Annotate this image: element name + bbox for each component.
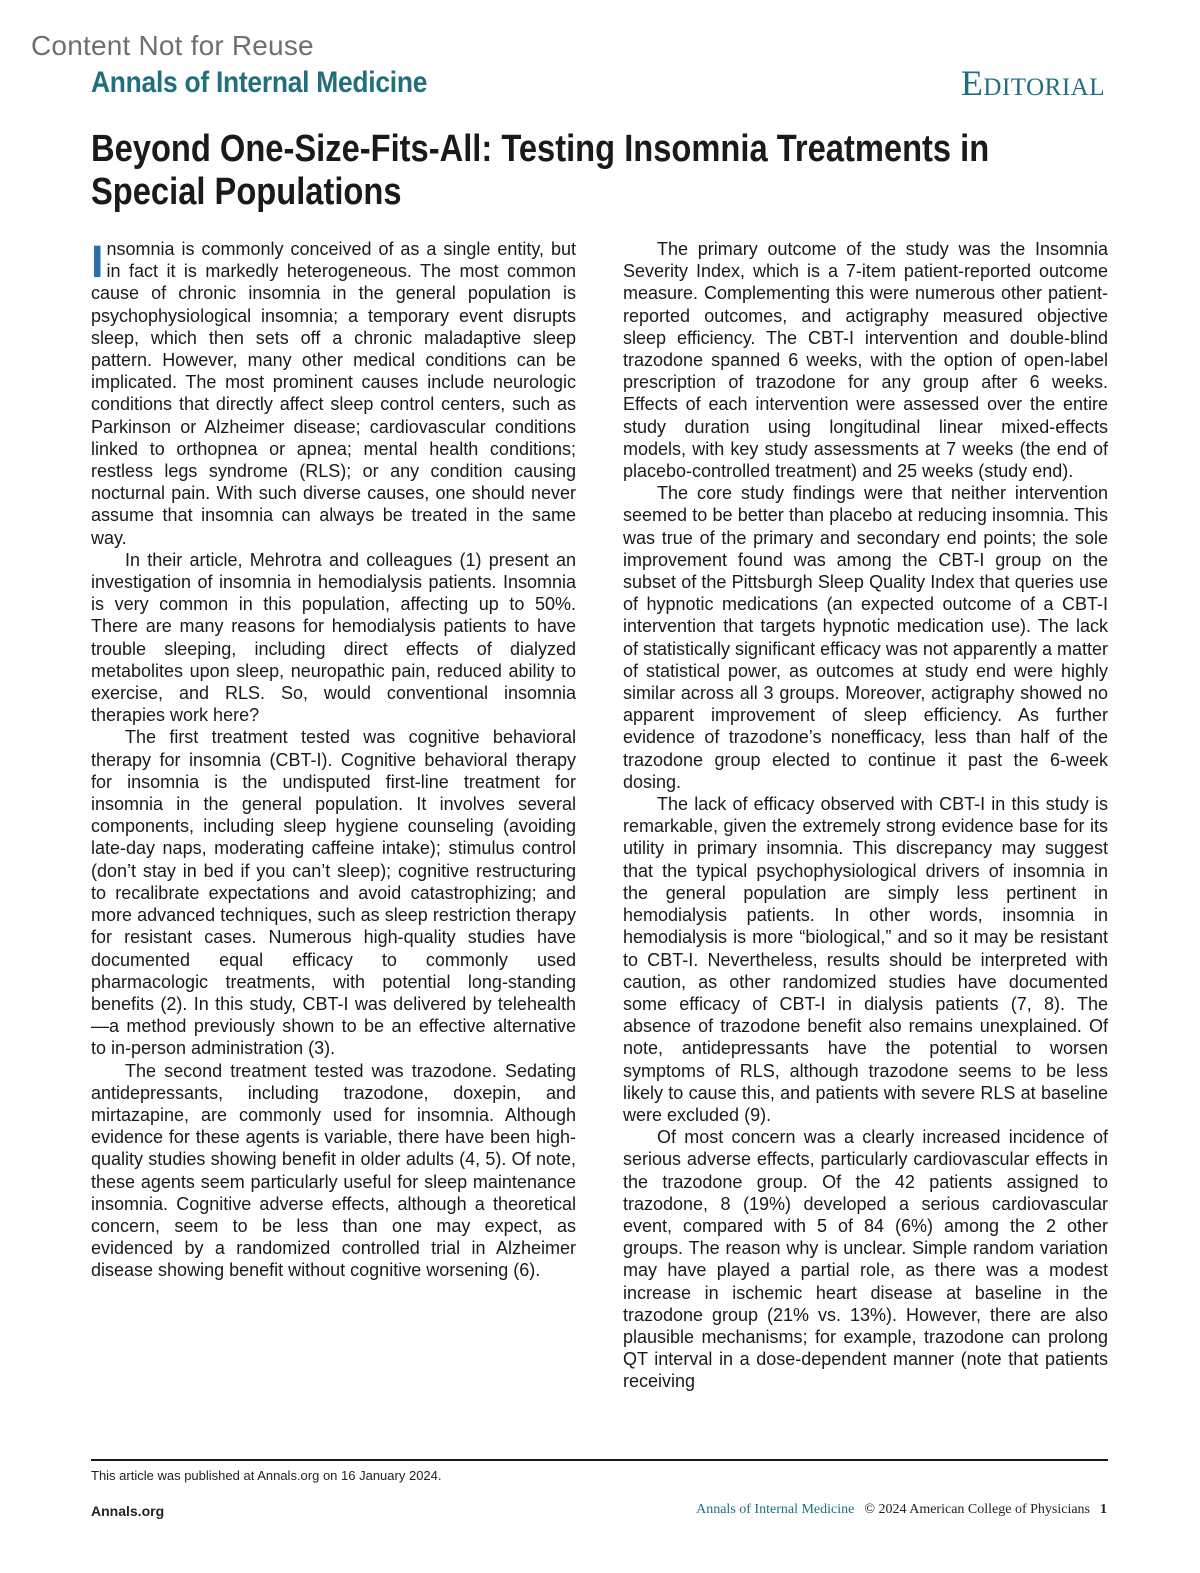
right-column <box>623 238 1108 1393</box>
footer-journal: Annals of Internal Medicine <box>696 1502 855 1517</box>
publication-note: This article was published at Annals.org on 16 January 2024. <box>91 1468 442 1483</box>
footer-citation <box>696 1502 1107 1518</box>
footer-divider <box>91 1459 1108 1461</box>
page-number: 1 <box>1100 1502 1107 1517</box>
left-column <box>91 238 576 1393</box>
paragraph: The core study findings were that neither intervention seemed to be better than placebo at reducing insomnia. This was true of the primary and secondary end points; the sole improvement found was among the CBT-I group on the subset of the Pittsburgh Sleep Quality Index that queries use of hypnotic medications (an expected outcome of a CBT-I intervention that targets hypnotic medication use). The lack of statistically significant efficacy was not apparently a matter of statistical power, as outcomes at study end were highly similar across all 3 groups. Moreover, actigraphy showed no apparent improvement of sleep efficiency. As further evidence of trazodone’s nonefficacy, less than half of the trazodone group elected to continue it past the 6-week dosing. <box>623 483 1108 792</box>
journal-name: Annals of Internal Medicine <box>91 66 428 99</box>
paragraph: The primary outcome of the study was the Insomnia Severity Index, which is a 7-item patient-reported outcome measure. Complementing this were numerous other patient-reported outcomes, and actigraphy measured objective sleep efficiency. The CBT-I intervention and double-blind trazodone spanned 6 weeks, with the option of open-label prescription of trazodone for any group after 6 weeks. Effects of each intervention were assessed over the entire study duration using longitudinal linear mixed-effects models, with key study assessments at 7 weeks (the end of placebo-controlled treatment) and 25 weeks (study end). <box>623 239 1108 482</box>
watermark-text: Content Not for Reuse <box>31 30 314 61</box>
article-title: Beyond One-Size-Fits-All: Testing Insomnia Treatments in Special Populations <box>91 128 990 213</box>
paragraph: The lack of efficacy observed with CBT-I in this study is remarkable, given the extremely strong evidence base for its utility in primary insomnia. This discrepancy may suggest that the typical psychophysiological drivers of insomnia in the general population are simply less pertinent in hemodialysis patients. In other words, insomnia in hemodialysis is more “biological,” and so it may be resistant to CBT-I. Nevertheless, results should be interpreted with caution, as other randomized studies have documented some efficacy of CBT-I in dialysis patients (7, 8). The absence of trazodone benefit also remains unexplained. Of note, antidepressants have the potential to worsen symptoms of RLS, although trazodone seems to be less likely to cause this, and patients with severe RLS at baseline were excluded (9). <box>623 794 1108 1125</box>
paragraph: The first treatment tested was cognitive behavioral therapy for insomnia (CBT-I). Cognitive behavioral therapy for insomnia is the undisputed first-line treatment for insomnia in the general population. It involves several components, including sleep hygiene counseling (avoiding late-day naps, moderating caffeine intake); stimulus control (don’t stay in bed if you can’t sleep); cognitive restructuring to recalibrate expectations and avoid catastrophizing; and more advanced techniques, such as sleep restriction therapy for resistant cases. Numerous high-quality studies have documented equal efficacy to commonly used pharmacologic treatments, with potential long-standing benefits (2). In this study, CBT-I was delivered by telehealth—a method previously shown to be an effective alternative to in-person administration (3). <box>91 727 576 1059</box>
drop-cap: I <box>91 236 104 287</box>
paragraph: In their article, Mehrotra and colleagues (1) present an investigation of insomnia in hemodialysis patients. Insomnia is very common in this population, affecting up to 50%. There are many reasons for hemodialysis patients to have trouble sleeping, including direct effects of dialyzed metabolites upon sleep, neuropathic pain, reduced ability to exercise, and RLS. So, would conventional insomnia therapies work here? <box>91 549 576 726</box>
section-label: Editorial <box>960 63 1105 103</box>
paragraph <box>91 238 576 549</box>
site-link[interactable]: Annals.org <box>91 1503 165 1519</box>
article-body <box>91 238 1108 1393</box>
copyright: © 2024 American College of Physicians <box>864 1502 1090 1517</box>
paragraph-text: nsomnia is commonly conceived of as a single entity, but in fact it is markedly heterogeneous. The most common cause of chronic insomnia in the general population is psychophysiological insomnia; a temporary event disrupts sleep, which then sets off a chronic maladaptive sleep pattern. However, many other medical conditions can be implicated. The most prominent causes include neurologic conditions that directly affect sleep control centers, such as Parkinson or Alzheimer disease; cardiovascular conditions linked to orthopnea or apnea; mental health conditions; restless legs syndrome (RLS); or any condition causing nocturnal pain. With such diverse causes, one should never assume that insomnia can always be treated in the same way. <box>91 239 576 548</box>
paragraph: Of most concern was a clearly increased incidence of serious adverse effects, particularly cardiovascular effects in the trazodone group. Of the 42 patients assigned to trazodone, 8 (19%) developed a serious cardiovascular event, compared with 5 of 84 (6%) among the 2 other groups. The reason why is unclear. Simple random variation may have played a partial role, as there was a modest increase in ischemic heart disease at baseline in the trazodone group (21% vs. 13%). However, there are also plausible mechanisms; for example, trazodone can prolong QT interval in a dose-dependent manner (note that patients receiving <box>623 1127 1108 1392</box>
paragraph: The second treatment tested was trazodone. Sedating antidepressants, including trazodone, doxepin, and mirtazapine, are commonly used for insomnia. Although evidence for these agents is variable, there have been high-quality studies showing benefit in older adults (4, 5). Of note, these agents seem particularly useful for sleep maintenance insomnia. Cognitive adverse effects, although a theoretical concern, seem to be less than one may expect, as evidenced by a randomized controlled trial in Alzheimer disease showing benefit without cognitive worsening (6). <box>91 1060 576 1281</box>
